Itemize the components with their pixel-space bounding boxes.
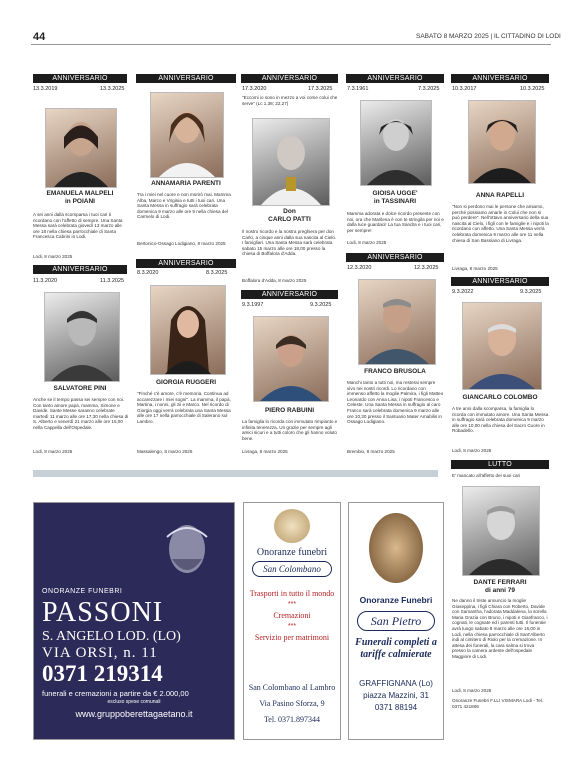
place-date: Bertonico-Ossago Lodigiano, 8 marzo 2025	[137, 241, 226, 246]
ad-line-4: piazza Mazzini, 31	[363, 691, 429, 700]
header-rule	[31, 44, 551, 45]
place-date: Brembio, 8 marzo 2025	[347, 449, 395, 454]
ad-line-1: ONORANZE FUNEBRI	[42, 588, 123, 595]
portrait-photo	[462, 486, 540, 576]
notice-text: Anche se il tempo passa sei sempre con noi. Con tanto amore papà, mamma, Simone e Davide. Sante Messe saranno celebrate martedì 11 marzo alle ore 17,30 nella chiesa di S. Alberto e venerdì 21 marzo alle ore 15,00 nella Cappella dell'Ospedale.	[33, 397, 129, 430]
date-from: 8.3.2020	[137, 270, 159, 276]
ad-line-5: escluso spese comunali	[107, 699, 161, 705]
portrait-photo	[360, 100, 432, 186]
label-anniversario: ANNIVERSARIO	[241, 74, 338, 83]
ad-line-1: Onoranze Funebri	[359, 595, 433, 605]
ad-line-6: Via Pasino Sforza, 9	[259, 699, 325, 708]
deceased-name: ANNAMARIA PARENTI	[151, 180, 221, 187]
portrait-photo	[252, 118, 330, 206]
place-date: Lodi, 8 marzo 2025	[452, 448, 492, 453]
ad-line-4: Servizio per matrimoni	[254, 633, 330, 642]
christ-image	[152, 519, 222, 581]
notice-text: Tra i miei nel cuore e non morirò mai. Mamma Alba, Marco e Virginia e tutti i tuoi cari. Una Santa Messa in suffragio sarà celebrata domenica 9 marzo alle ore 9 nella chiesa del Carmelo di Lodi.	[137, 192, 231, 220]
separator-band	[33, 470, 438, 477]
ad-phone: 0371 88194	[374, 703, 418, 712]
portrait-photo	[150, 92, 224, 178]
date-from: 12.3.2020	[347, 265, 372, 271]
label-lutto: LUTTO	[451, 460, 549, 469]
deceased-name: PIERO RABUINI	[264, 407, 315, 414]
date-from: 9.3.1997	[242, 302, 264, 308]
ad-passoni	[33, 502, 235, 740]
ad-line-2: Trasporti in tutto il mondo	[249, 589, 335, 598]
deceased-name: Don CARLO PATTI	[268, 208, 311, 223]
date-from: 9.3.2022	[452, 289, 474, 295]
label-anniversario: ANNIVERSARIO	[33, 265, 127, 274]
notice-text: Il nostro ricordo e la nostra preghiera per don Carlo, a cinque anni dalla sua nascita al Cielo. I famigliari. Una Santa Messa sarà celebrata sabato 15 marzo alle ore 18,00 presso la chiesa di Boffalora d'Adda.	[242, 229, 337, 257]
date-to: 9.3.2025	[520, 289, 542, 295]
ad-line-1: Onoranze funebri	[256, 547, 328, 558]
label-anniversario: ANNIVERSARIO	[136, 259, 236, 268]
place-date: Lodi, 8 marzo 2025	[33, 449, 73, 454]
ad-line-2: Funerali completi a tariffe calmierate	[355, 637, 437, 660]
place-date: Lodi, 8 marzo 2025	[33, 254, 73, 259]
portrait-photo	[462, 302, 542, 390]
deceased-name: GIORGIA RUGGERI	[155, 379, 217, 386]
date-to: 7.3.2025	[418, 86, 440, 92]
notice-text: Mamma adorata e dolce ricordo presente con noi, ora che Marilena è con te stringila per noi e dalla luce guardaci! La tua Sandra e i tuoi cari, per sempre!	[347, 211, 444, 233]
ad-brand: PASSONI	[42, 597, 164, 628]
ad-site: www.gruppoberettagaetano.it	[75, 709, 193, 719]
date-from: 7.3.1961	[347, 86, 369, 92]
date-to: 8.3.2025	[206, 270, 228, 276]
portrait-photo	[45, 108, 117, 188]
date-to: 11.3.2025	[100, 278, 125, 284]
label-anniversario: ANNIVERSARIO	[346, 253, 444, 262]
date-from: 17.3.2020	[242, 86, 267, 92]
ad-phone: 0371 219314	[42, 661, 163, 686]
place-date: Livraga, 8 marzo 2025	[242, 449, 288, 454]
portrait-photo	[253, 316, 329, 402]
label-anniversario: ANNIVERSARIO	[451, 277, 549, 286]
date-from: 13.3.2019	[33, 86, 58, 92]
deceased-name: SALVATORE PINI	[53, 385, 107, 392]
label-anniversario: ANNIVERSARIO	[241, 290, 338, 299]
ad-san-pietro	[348, 502, 444, 740]
portrait-photo	[44, 292, 120, 382]
place-date: Livraga, 8 marzo 2025	[452, 266, 498, 271]
agency-credit: Onoranze Funebri F.LLI VISMARA Lodi - Tel. 0371 421806	[452, 698, 544, 709]
saint-medallion	[274, 509, 310, 543]
place-date: Lodi, 8 marzo 2025	[452, 688, 492, 693]
notice-text: A sei anni dalla scomparsa i tuoi cari ti ricordano con l'affetto di sempre. Una Santa Messa sarà celebrata giovedì 13 marzo alle ore 18 nella chiesa parrocchiale di Santa Francesca Cabrini in Lodi.	[33, 212, 123, 240]
ad-line-5: San Colombano al Lambro	[248, 683, 336, 692]
portrait-photo	[358, 279, 436, 365]
date-from: 11.3.2020	[33, 278, 58, 284]
deceased-name: EMANUELA MALPELI in POIANI	[46, 190, 114, 205]
notice-text: Manchi tanto a tutti noi, ma resterai sempre vivo nei nostri ricordi. Lo ricordano con immenso affetto la moglie Palmira, i figli Matteo Leonardo con Anna Lisa, i nipoti Francesco e Celeste. Una Santa Messa in suffragio al caro Franco sarà celebrata domenica 9 marzo alle ore 10,30 presso il Santuario Mater Amabilis in Ossago Lodigiano.	[347, 380, 444, 425]
header-info: SABATO 8 MARZO 2025 | IL CITTADINO DI LODI	[416, 33, 561, 40]
deceased-name: ANNA RAPELLI	[475, 192, 525, 199]
ad-line-2: S. ANGELO LOD. (LO)	[42, 629, 181, 644]
notice-text: "Non si perdono mai le persone che amiamo, perché possiamo amarle in Colui che non si può perdere". Nell'ottavo anniversario della sua nascita al Cielo, i figli con le famiglie e i nipoti la ricordano con affetto. Una Santa Messa verrà celebrata domenica 9 marzo alle ore 11 nella chiesa di San Bassiano di Livraga.	[452, 204, 549, 243]
saint-portrait	[369, 513, 423, 583]
notice-text: "Finché c'è amore, c'è memoria. Continua ad accarezzare i miei sogni". La mamma, il papà, Martina, i nonni, gli zii e Marco. Nel ricordo di Giorgia oggi verrà celebrata una Santa Messa alle ore 17 nella parrocchiale di Salerano sul Lambro.	[137, 391, 231, 424]
page-number: 44	[33, 31, 46, 43]
notice-text: A tre anni dalla scomparsa, la famiglia lo ricorda con immutato amore. Una Santa Messa in suffragio sarà celebrata domenica 9 marzo alle ore 10,00 nella chiesa del Sacro Cuore in Robadello.	[452, 406, 549, 434]
date-to: 10.3.2025	[520, 86, 545, 92]
portrait-photo	[150, 285, 226, 375]
deceased-name: GIOISA UGGE' in TASSINARI	[372, 190, 418, 205]
date-to: 9.3.2025	[310, 302, 332, 308]
deceased-name: GIANCARLO COLOMBO	[462, 394, 538, 401]
deceased-name: DANTE FERRARI di anni 79	[473, 579, 527, 594]
place-date: Massalengo, 8 marzo 2025	[137, 449, 193, 454]
date-to: 12.3.2025	[414, 265, 439, 271]
ad-phone: Tel. 0371.897344	[263, 715, 321, 724]
deceased-name: FRANCO BRUSOLA	[364, 368, 426, 375]
label-anniversario: ANNIVERSARIO	[346, 74, 444, 83]
ad-line-3: GRAFFIGNANA (Lo)	[359, 679, 433, 688]
intro-text: E' mancato all'affetto dei suoi cari	[452, 473, 521, 478]
portrait-photo	[468, 100, 536, 184]
ad-san-colombano	[243, 502, 341, 740]
label-anniversario: ANNIVERSARIO	[136, 74, 236, 83]
notice-text: La famiglia lo ricorda con immutato rimpianto e infinita tenerezza. Un grazie per sempre agli amici sicuri e a tutti coloro che gli hanno voluto bene.	[242, 419, 338, 441]
ad-brand: San Pietro	[357, 611, 435, 631]
ad-stars: ***	[287, 623, 297, 630]
date-from: 10.3.2017	[452, 86, 477, 92]
place-date: Lodi, 8 marzo 2025	[347, 240, 387, 245]
date-to: 17.3.2025	[308, 86, 333, 92]
place-date: Boffalora d'Adda, 8 marzo 2025	[242, 278, 307, 283]
ad-stars: ***	[287, 601, 297, 608]
ad-line-3: Cremazioni	[273, 611, 311, 620]
label-anniversario: ANNIVERSARIO	[33, 74, 127, 83]
notice-text: Ne danno il triste annuncio la moglie Giuseppina, i figli Chiara con Roberto, Davide con Samantha, l'adorata Maddalena, la sorella Maria Grazia con Bruno, i nipoti e Gianfranco, i cognati, le cognate ed i parenti tutti. Il funerale avrà luogo sabato 8 marzo alle ore 15,00 in Lodi, nella chiesa parrocchiale di Sant'Alberto indi al cimitero di Riolo per la cremazione. In attesa dei funerali, la cara salma si trova presso la camera ardente dell'ospedale Maggiore di Lodi.	[452, 598, 548, 659]
ad-line-4: funerali e cremazioni a partire da € 2.000,00	[42, 689, 189, 698]
quote-text: "Eccomi io sono in mezzo a voi come colui che serve" (Lc 1,38; 22,27)	[242, 95, 338, 106]
ad-line-3: VIA ORSI, n. 11	[42, 645, 158, 661]
ad-brand: San Colombano	[252, 561, 332, 577]
date-to: 13.3.2025	[100, 86, 125, 92]
label-anniversario: ANNIVERSARIO	[451, 74, 549, 83]
